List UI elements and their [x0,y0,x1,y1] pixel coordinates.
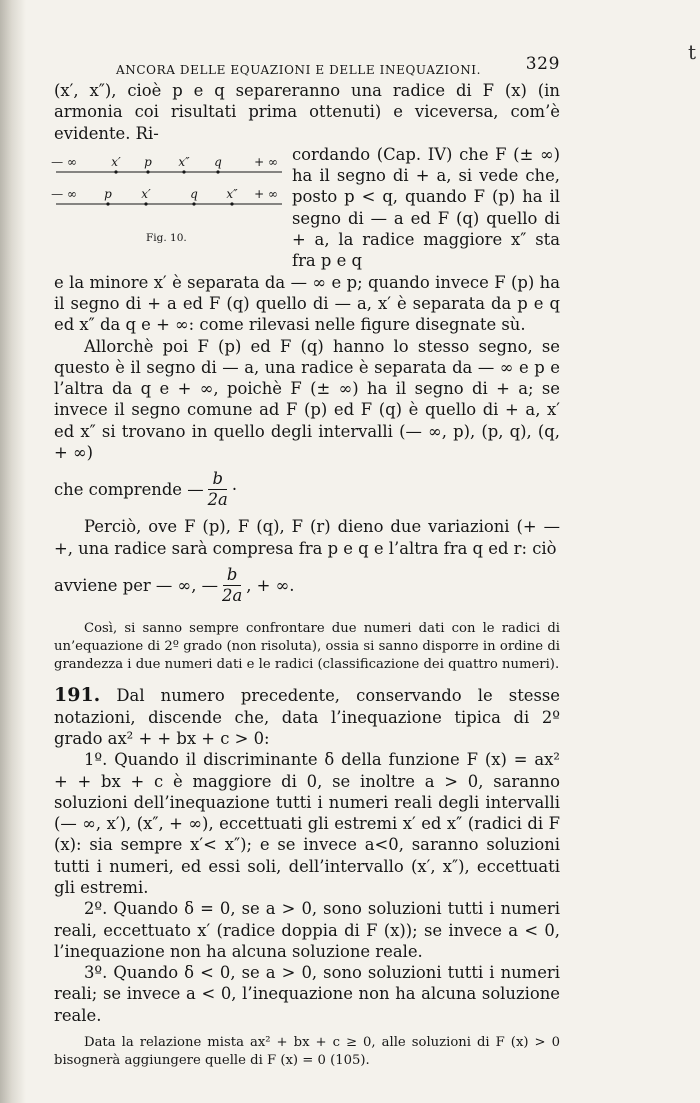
text-fig-side: cordando (Cap. IV) che F (± ∞) ha il segno di + a, si vede che, posto p < q, quando F (p) ha il segno di — a ed F (q) quello di + a, la radice maggiore x″ sta fra p e q [292,144,560,271]
running-header [54,54,560,80]
page-edge-shadow [0,0,26,1103]
row1-tick-1 [114,170,117,173]
paragraph-2-end: che comprende — [54,480,204,500]
paragraph-3-end-a: avviene per — ∞, — [54,575,219,595]
row1-label-2: p [144,154,152,169]
figure-block [51,144,560,272]
row2-tick-3 [192,202,195,205]
item-1: 1º. Quando il discriminante δ della funzione F (x) = ax² + + bx + c è maggiore di 0, se inoltre a > 0, saranno soluzioni dell’inequazione tutti i numeri reali degli intervalli (— ∞, x′), (x″, + ∞), eccettuati gli estremi x′ ed x″ (radici di F (x): sia sempre x′< x″); e se invece a<0, saranno soluzioni tutti i numeri, ed essi soli, dell’intervallo (x′, x″), eccettuati gli estremi. [54,750,560,897]
text-line-1: (x′, x″), cioè p e q separeranno una radice di F (x) (in armonia coi risultati prima ottenuti) e viceversa, com’è evidente. Ri- [54,81,560,143]
page-number: 329 [525,54,560,74]
fraction-b-over-2a [208,469,228,510]
section-number: 191. [54,684,101,707]
row2-label-3: q [190,186,198,201]
row2-tick-1 [106,202,109,205]
paragraph-3-end-b: , + ∞. [246,575,295,595]
paragraph-2: Allorchè poi F (p) ed F (q) hanno lo stesso segno, se questo è il segno di — a, una radice è separata da — ∞ e p e l’altra da q e + ∞, poichè F (± ∞) ha il segno di + a; se invece il segno comune ad F (p) ed F (q) è quello di + a, x′ ed x″ si trovano in quello degli intervalli (— ∞, p), (p, q), (q, + ∞) [54,336,560,463]
frac-numerator-2: b [223,565,242,586]
figure-10 [51,144,286,250]
item-2: 2º. Quando δ = 0, se a > 0, sono soluzioni tutti i numeri reali, eccettuato x′ (radice doppia di F (x)); se invece a < 0, l’inequazione non ha alcuna soluzione reale. [54,899,560,961]
paragraph-3: Perciò, ove F (p), F (q), F (r) dieno due variazioni (+ — +, una radice sarà compresa fra p e q e l’altra fra q ed r: ciò [54,517,560,558]
row1-label-3: x″ [178,154,190,169]
fraction-line-2 [54,565,560,606]
row2-label-0: — ∞ [51,186,77,201]
labels-row-2 [51,187,278,201]
labels-row-1 [51,155,278,169]
note-2: Data la relazione mista ax² + bx + c ≥ 0, alle soluzioni di F (x) > 0 bisognerà aggiungere quelle di F (x) = 0 (105). [54,1035,560,1068]
running-title: ANCORA DELLE EQUAZIONI E DELLE INEQUAZIONI. [116,63,482,77]
number-line-diagram [51,144,286,228]
fraction-line-1: che comprende — $\frac{b}{2a}$ · [54,469,238,510]
row1-tick-3 [182,170,185,173]
row2-tick-2 [144,202,147,205]
row1-label-0: — ∞ [51,154,77,169]
note-1: Così, si sanno sempre confrontare due numeri dati con le radici di un’equazione di 2º grado (non risoluta), ossia si sanno disporre in ordine di grandezza i due numeri dati e le radici (classificazione dei quattro numeri). [54,620,560,672]
frac-numerator: b [208,469,227,490]
row1-tick-2 [146,170,149,173]
paragraph-1-rest: e la minore x′ è separata da — ∞ e p; quando invece F (p) ha il segno di + a ed F (q) quello di — a, x′ è separata da p e q ed x″ da q e + ∞: come rilevasi nelle figure disegnate sù. [54,272,560,335]
row1-label-4: q [214,154,222,169]
row2-tick-4 [230,202,233,205]
margin-mark: t [687,40,696,64]
fraction-b-over-2a-2 [222,565,242,606]
row1-label-5: + ∞ [254,154,278,169]
item-3: 3º. Quando δ < 0, se a > 0, sono soluzioni tutti i numeri reali; se invece a < 0, l’inequazione non ha alcuna soluzione reale. [54,963,560,1025]
section-191-intro [54,685,560,749]
frac-denominator: 2a [207,490,228,510]
row2-label-5: + ∞ [254,186,278,201]
figure-caption: Fig. 10. [146,231,187,244]
row2-label-2: x′ [141,186,151,201]
row2-label-4: x″ [226,186,238,201]
figure-side-text [292,144,560,272]
row2-label-1: p [104,186,112,201]
row1-label-1: x′ [111,154,121,169]
frac-denominator-2: 2a [222,585,243,605]
section-intro-text: Dal numero precedente, conservando le stesse notazioni, discende che, data l’inequazione tipica di 2º grado ax² + + bx + c > 0: [54,686,561,748]
row1-tick-4 [216,170,219,173]
book-page [51,54,561,1070]
